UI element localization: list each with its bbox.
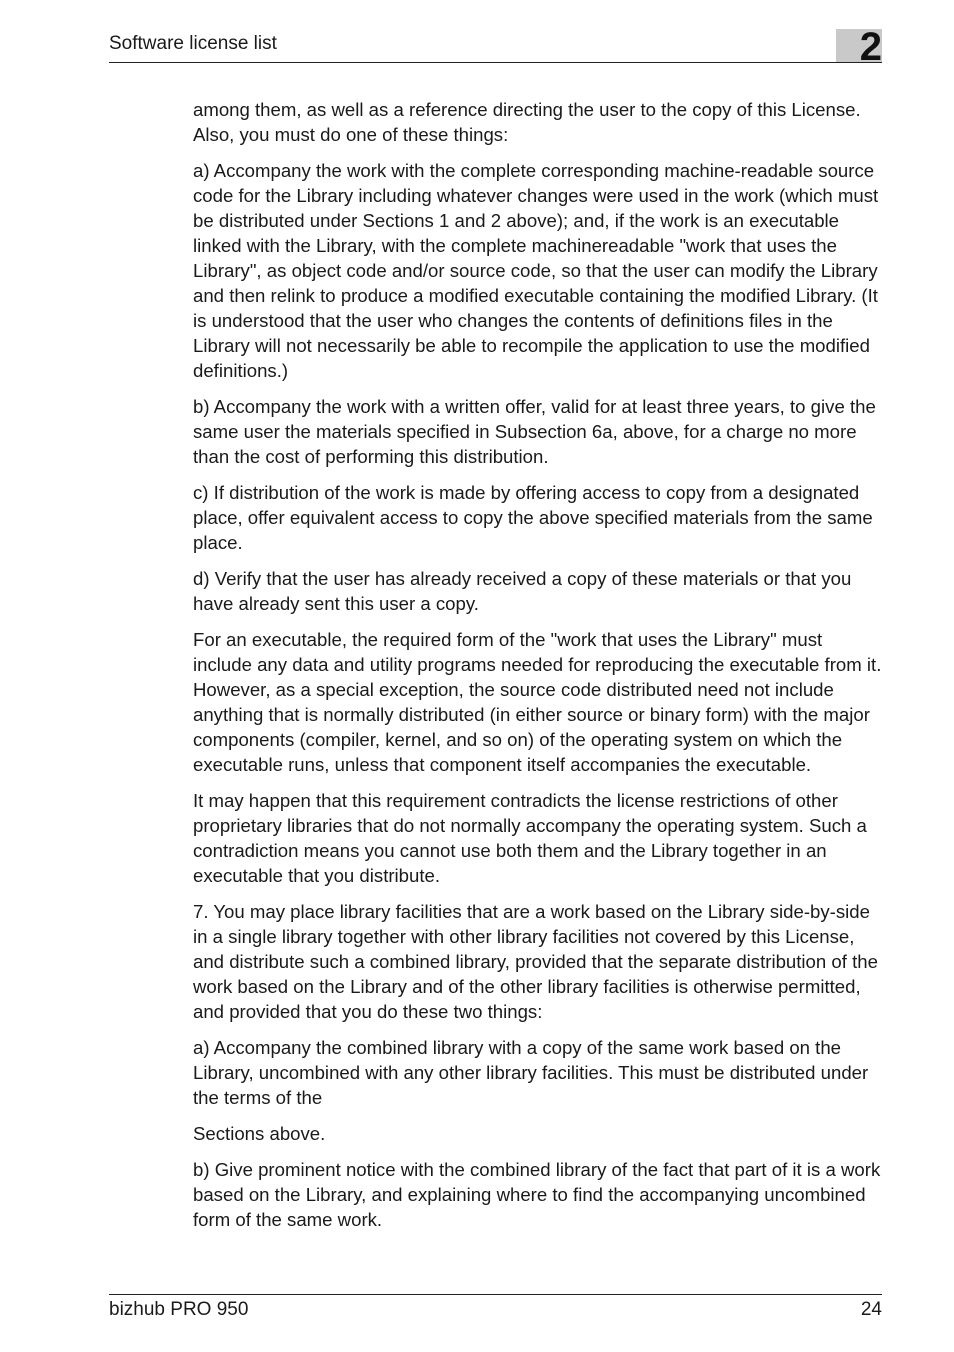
footer-divider xyxy=(109,1294,882,1295)
paragraph: Sections above. xyxy=(193,1123,326,1144)
paragraph: b) Give prominent notice with the combined library of the fact that part of it is a work based on the Library, and explaining where to find the accompanying uncombined form of the same work. xyxy=(193,1159,881,1230)
paragraph: For an executable, the required form of the "work that uses the Library" must include any data and utility programs needed for reproducing the executable from it. However, as a special exception, the source code distributed need not include anything that is normally distributed (in either source or binary form) with the major components (compiler, kernel, and so on) of the operating system on which the executable runs, unless that component itself accompanies the executable. xyxy=(193,629,882,775)
paragraph: among them, as well as a reference directing the user to the copy of this License. Also, you must do one of these things: xyxy=(193,99,861,145)
body-text xyxy=(193,97,883,1243)
page-number: 24 xyxy=(860,1299,882,1320)
paragraph: 7. You may place library facilities that are a work based on the Library side-by-side in a single library together with other library facilities not covered by this License, and distribute such a combined library, provided that the separate distribution of the work based on the Library and of the other library facilities is otherwise permitted, and provided that you do these two things: xyxy=(193,901,878,1022)
paragraph: d) Verify that the user has already received a copy of these materials or that you have already sent this user a copy. xyxy=(193,568,852,614)
paragraph: c) If distribution of the work is made by offering access to copy from a designated place, offer equivalent access to copy the above specified materials from the same place. xyxy=(193,482,873,553)
chapter-number: 2 xyxy=(859,25,882,69)
chapter-tab xyxy=(836,25,882,69)
footer-product-name: bizhub PRO 950 xyxy=(109,1299,249,1320)
paragraph: a) Accompany the work with the complete corresponding machine-readable source code for the Library including whatever changes were used in the work (which must be distributed under Sections 1 and 2 above); and, if the work is an executable linked with the Library, with the complete machinereadable "work that uses the Library", as object code and/or source code, so that the user can modify the Library and then relink to produce a modified executable containing the modified Library. (It is understood that the user who changes the contents of definitions files in the Library will not necessarily be able to recompile the application to use the modified definitions.) xyxy=(193,160,879,381)
header-divider xyxy=(109,62,882,63)
paragraph: It may happen that this requirement contradicts the license restrictions of other proprietary libraries that do not normally accompany the operating system. Such a contradiction means you cannot use both them and the Library together in an executable that you distribute. xyxy=(193,790,867,886)
running-header-title: Software license list xyxy=(109,33,277,54)
paragraph: a) Accompany the combined library with a copy of the same work based on the Library, uncombined with any other library facilities. This must be distributed under the terms of the xyxy=(193,1037,869,1108)
paragraph: b) Accompany the work with a written offer, valid for at least three years, to give the same user the materials specified in Subsection 6a, above, for a charge no more than the cost of performing this distribution. xyxy=(193,396,876,467)
